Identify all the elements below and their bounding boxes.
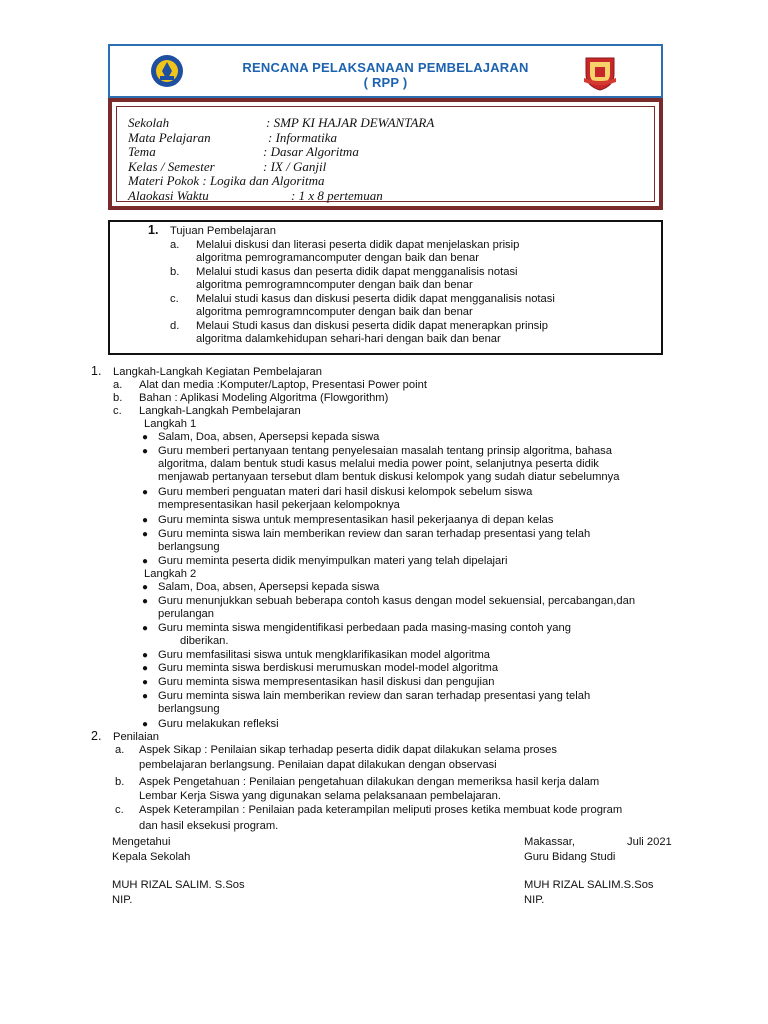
bullet-icon: ● <box>142 691 149 702</box>
bullet-icon: ● <box>142 515 149 526</box>
list-item: Salam, Doa, absen, Apersepsi kepada siswa <box>158 431 380 443</box>
list-item: Guru meminta siswa untuk mempresentasikan hasil pekerjaanya di depan kelas <box>158 514 554 526</box>
list-marker: b. <box>115 776 125 788</box>
info-row-kelas: Kelas / Semester : IX / Ganjil <box>128 159 327 174</box>
list-item: Guru meminta siswa berdiskusi merumuskan model-model algoritma <box>158 662 499 674</box>
list-item: Melalui diskusi dan literasi peserta didik dapat menjelaskan prisip <box>196 239 520 251</box>
list-item: diberikan. <box>180 635 229 647</box>
identity-box <box>108 98 663 210</box>
bullet-icon: ● <box>142 719 149 730</box>
list-marker: c. <box>170 293 179 305</box>
list-item: Salam, Doa, absen, Apersepsi kepada siswa <box>158 581 380 593</box>
section-title-penilaian: Penilaian <box>113 731 160 743</box>
list-item: Guru meminta siswa lain memberikan review dan saran terhadap presentasi yang telah <box>158 690 591 702</box>
signature-city: Makassar, <box>524 836 575 848</box>
list-item: berlangsung <box>158 703 220 715</box>
list-item: Aspek Keterampilan : Penilaian pada keterampilan meliputi proses ketika membuat kode program <box>139 804 623 816</box>
signature-left-name: MUH RIZAL SALIM. S.Sos <box>112 879 245 891</box>
list-item: Melalui studi kasus dan diskusi peserta didik dapat mengganalisis notasi <box>196 293 555 305</box>
info-row-sekolah: Sekolah : SMP KI HAJAR DEWANTARA <box>128 115 435 130</box>
section-title-tujuan: Tujuan Pembelajaran <box>170 225 276 237</box>
list-item: Guru memberi penguatan materi dari hasil diskusi kelompok sebelum siswa <box>158 486 533 498</box>
signature-left-role: Kepala Sekolah <box>112 851 191 863</box>
header-box <box>108 44 663 98</box>
page-title: RENCANA PELAKSANAAN PEMBELAJARAN <box>242 60 529 75</box>
list-item: Aspek Pengetahuan : Penilaian pengetahuan dilakukan dengan memeriksa hasil kerja dalam <box>139 776 600 788</box>
bullet-icon: ● <box>142 446 149 457</box>
bullet-icon: ● <box>142 596 149 607</box>
list-item: berlangsung <box>158 541 220 553</box>
bullet-icon: ● <box>142 432 149 443</box>
list-item: Langkah-Langkah Pembelajaran <box>139 405 301 417</box>
list-item: algoritma pemrogramncomputer dengan baik dan benar <box>196 279 473 291</box>
list-item: algoritma dalamkehidupan sehari-hari dengan baik dan benar <box>196 333 501 345</box>
list-item: Melalui studi kasus dan peserta didik dapat mengganalisis notasi <box>196 266 518 278</box>
list-item: Melaui Studi kasus dan diskusi peserta didik dapat menerapkan prinsip <box>196 320 548 332</box>
list-marker: b. <box>113 392 123 404</box>
bullet-icon: ● <box>142 556 149 567</box>
list-marker: a. <box>170 239 180 251</box>
list-marker: d. <box>170 320 180 332</box>
signature-right-role: Guru Bidang Studi <box>524 851 616 863</box>
signature-date: Juli 2021 <box>627 836 672 848</box>
list-item: menjawab pertanyaan tersebut dlam bentuk diskusi kelompok yang sudah diatur sebelumnya <box>158 471 620 483</box>
bullet-icon: ● <box>142 487 149 498</box>
signature-left-label: Mengetahui <box>112 836 171 848</box>
list-item: Guru meminta siswa mengidentifikasi perbedaan pada masing-masing contoh yang <box>158 622 571 634</box>
list-item: Guru meminta siswa lain memberikan review dan saran terhadap presentasi yang telah <box>158 528 591 540</box>
list-item: Lembar Kerja Siswa yang digunakan selama pelaksanaan pembelajaran. <box>139 790 501 802</box>
bullet-icon: ● <box>142 663 149 674</box>
list-item: Bahan : Aplikasi Modeling Algoritma (Flowgorithm) <box>139 392 389 404</box>
list-item: dan hasil eksekusi program. <box>139 820 279 832</box>
info-row-mapel: Mata Pelajaran : Informatika <box>128 130 337 145</box>
list-item: Guru melakukan refleksi <box>158 718 279 730</box>
bullet-icon: ● <box>142 623 149 634</box>
list-item: Alat dan media :Komputer/Laptop, Presentasi Power point <box>139 379 427 391</box>
list-item: algoritma, dalam bentuk studi kasus melalui media power point, selanjutnya peserta didik <box>158 458 599 470</box>
list-item: Guru meminta siswa mempresentasikan hasil diskusi dan pengujian <box>158 676 495 688</box>
section-number: 2. <box>91 729 102 743</box>
step-heading-2: Langkah 2 <box>144 568 197 580</box>
list-item: perulangan <box>158 608 214 620</box>
signature-right-name: MUH RIZAL SALIM.S.Sos <box>524 879 654 891</box>
signature-left-nip: NIP. <box>112 894 133 906</box>
section-number: 1. <box>148 223 159 237</box>
list-item: Aspek Sikap : Penilaian sikap terhadap peserta didik dapat dilakukan selama proses <box>139 744 557 756</box>
list-item: Guru memberi pertanyaan tentang penyelesaian masalah tentang prinsip algoritma, bahasa <box>158 445 612 457</box>
bullet-icon: ● <box>142 650 149 661</box>
list-marker: a. <box>115 744 125 756</box>
step-heading-1: Langkah 1 <box>144 418 197 430</box>
list-item: Guru meminta peserta didik menyimpulkan materi yang telah dipelajari <box>158 555 508 567</box>
regional-emblem <box>580 52 620 92</box>
section-number: 1. <box>91 364 102 378</box>
list-item: algoritma pemrogramncomputer dengan baik dan benar <box>196 306 473 318</box>
list-item: Guru menunjukkan sebuah beberapa contoh kasus dengan model sekuensial, percabangan,dan <box>158 595 636 607</box>
list-marker: c. <box>113 405 122 417</box>
list-item: mempresentasikan hasil pekerjaan kelompoknya <box>158 499 400 511</box>
info-row-materi: Materi Pokok : Logika dan Algoritma <box>128 173 325 188</box>
list-marker: c. <box>115 804 124 816</box>
info-row-waktu: Alaokasi Waktu : 1 x 8 pertemuan <box>128 188 383 203</box>
page-subtitle: ( RPP ) <box>363 75 408 90</box>
list-marker: b. <box>170 266 180 278</box>
list-item: Guru memfasilitasi siswa untuk mengklarifikasikan model algoritma <box>158 649 491 661</box>
list-marker: a. <box>113 379 123 391</box>
list-item: algoritma pemrogramancomputer dengan baik dan benar <box>196 252 479 264</box>
section-title-langkah: Langkah-Langkah Kegiatan Pembelajaran <box>113 366 322 378</box>
bullet-icon: ● <box>142 529 149 540</box>
info-row-tema: Tema : Dasar Algoritma <box>128 144 359 159</box>
bullet-icon: ● <box>142 582 149 593</box>
bullet-icon: ● <box>142 677 149 688</box>
signature-right-nip: NIP. <box>524 894 545 906</box>
list-item: pembelajaran berlangsung. Penilaian dapat dilakukan dengan observasi <box>139 759 497 771</box>
